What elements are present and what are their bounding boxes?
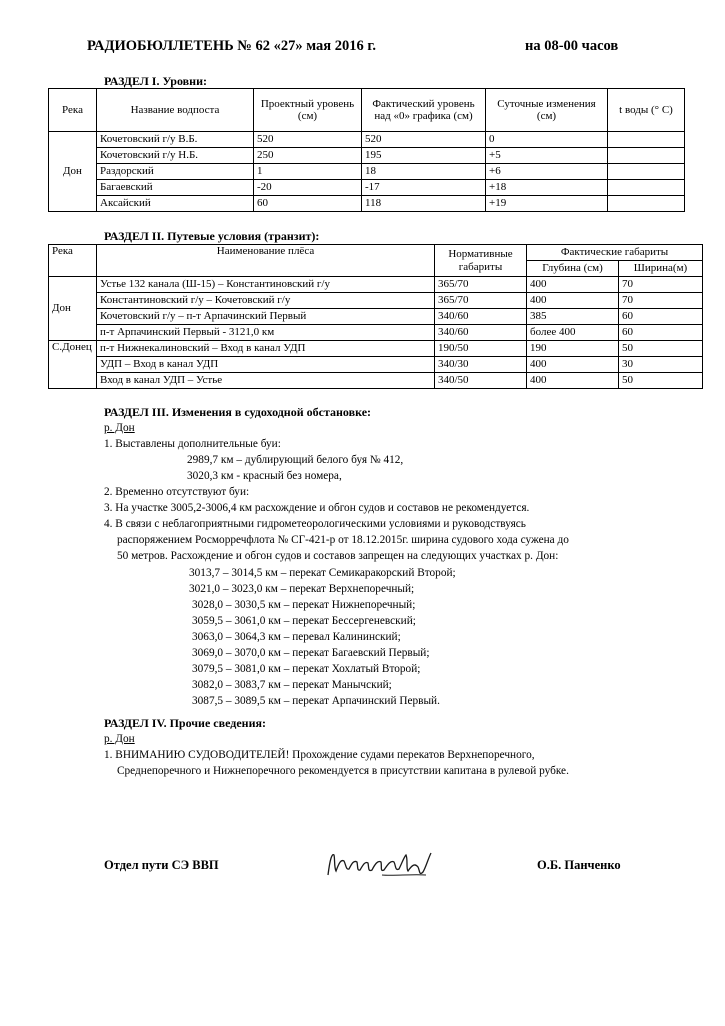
bulletin-title: РАДИОБЮЛЛЕТЕНЬ № 62 «27» мая 2016 г. — [87, 38, 376, 54]
section4-line1: 1. ВНИМАНИЮ СУДОВОДИТЕЛЕЙ! Прохождение судами перекатов Верхнепоречного, — [104, 749, 535, 761]
area-line: 3021,0 – 3023,0 км – перекат Верхнепоречный; — [189, 583, 415, 595]
cell-reach: п-т Нижнекалиновский – Вход в канал УДП — [97, 341, 435, 357]
cell-post: Багаевский — [97, 180, 254, 196]
section3-river-label: р. Дон — [104, 422, 135, 434]
section3-item4a: 4. В связи с неблагоприятными гидрометеорологическими условиями и руководствуясь — [104, 518, 526, 530]
levels-header-river: Река — [49, 89, 97, 132]
table-row — [49, 309, 703, 325]
section3-item1: 1. Выставлены дополнительные буи: — [104, 438, 281, 450]
cell-design: 520 — [254, 132, 362, 148]
cell-reach: УДП – Вход в канал УДП — [97, 357, 435, 373]
transit-river-donets: С.Донец — [49, 341, 97, 389]
cell-norm: 190/50 — [435, 341, 527, 357]
section3-item4c: 50 метров. Расхождение и обгон судов и составов запрещен на следующих участках р. Дон: — [117, 550, 559, 562]
cell-actual: 195 — [362, 148, 486, 164]
section3-item4b: распоряжением Росморречфлота № СГ-421-р от 18.12.2015г. ширина судового хода сужена до — [117, 534, 569, 546]
levels-river-don: Дон — [49, 132, 97, 212]
department-label: Отдел пути СЭ ВВП — [104, 858, 219, 872]
table-row — [49, 132, 685, 148]
area-line: 3013,7 – 3014,5 км – перекат Семикаракорский Второй; — [189, 567, 456, 579]
cell-depth: 190 — [527, 341, 619, 357]
table-row — [49, 293, 703, 309]
cell-temp — [608, 196, 685, 212]
cell-post: Аксайский — [97, 196, 254, 212]
cell-width: 60 — [619, 309, 703, 325]
cell-temp — [608, 148, 685, 164]
cell-reach: Константиновский г/у – Кочетовский г/у — [97, 293, 435, 309]
section1-title: РАЗДЕЛ I. Уровни: — [104, 74, 207, 88]
section3-item2: 2. Временно отсутствуют буи: — [104, 486, 250, 498]
levels-table — [48, 88, 685, 212]
section3-river — [104, 420, 135, 436]
cell-post: Кочетовский г/у Н.Б. — [97, 148, 254, 164]
signature-image — [322, 845, 442, 883]
transit-header-row — [49, 245, 703, 261]
cell-design: 1 — [254, 164, 362, 180]
cell-design: 60 — [254, 196, 362, 212]
levels-header-temp: t воды (° С) — [608, 89, 685, 132]
cell-actual: 520 — [362, 132, 486, 148]
cell-post: Кочетовский г/у В.Б. — [97, 132, 254, 148]
levels-header-design: Проектный уровень (см) — [254, 89, 362, 132]
cell-temp — [608, 164, 685, 180]
table-row — [49, 357, 703, 373]
cell-change: +6 — [486, 164, 608, 180]
cell-reach: п-т Арпачинский Первый - 3121,0 км — [97, 325, 435, 341]
cell-width: 70 — [619, 293, 703, 309]
area-line: 3082,0 – 3083,7 км – перекат Манычский; — [192, 679, 392, 691]
section3-item1b: 3020,3 км - красный без номера, — [187, 470, 342, 482]
section3-block — [104, 404, 371, 420]
cell-norm: 365/70 — [435, 293, 527, 309]
cell-depth: 385 — [527, 309, 619, 325]
section4-title: РАЗДЕЛ IV. Прочие сведения: — [104, 716, 266, 730]
cell-actual: -17 — [362, 180, 486, 196]
section4-river-label: р. Дон — [104, 733, 135, 745]
table-row — [49, 373, 703, 389]
cell-reach: Устье 132 канала (Ш-15) – Константиновский г/у — [97, 277, 435, 293]
cell-actual: 18 — [362, 164, 486, 180]
levels-header-row — [49, 89, 685, 132]
transit-header-width: Ширина(м) — [619, 261, 703, 277]
cell-width: 30 — [619, 357, 703, 373]
cell-norm: 365/70 — [435, 277, 527, 293]
transit-table — [48, 244, 703, 389]
cell-depth: 400 — [527, 277, 619, 293]
cell-depth: 400 — [527, 293, 619, 309]
cell-reach: Вход в канал УДП – Устье — [97, 373, 435, 389]
table-row — [49, 148, 685, 164]
section2-title: РАЗДЕЛ II. Путевые условия (транзит): — [104, 229, 320, 243]
cell-temp — [608, 180, 685, 196]
section3-title: РАЗДЕЛ III. Изменения в судоходной обстановке: — [104, 405, 372, 419]
cell-actual: 118 — [362, 196, 486, 212]
cell-depth: 400 — [527, 357, 619, 373]
cell-temp — [608, 132, 685, 148]
cell-norm: 340/50 — [435, 373, 527, 389]
section4-river — [104, 731, 135, 747]
cell-change: +19 — [486, 196, 608, 212]
cell-design: 250 — [254, 148, 362, 164]
section3-item1a: 2989,7 км – дублирующий белого буя № 412, — [187, 454, 404, 466]
area-line: 3028,0 – 3030,5 км – перекат Нижнепоречный; — [192, 599, 416, 611]
area-line: 3087,5 – 3089,5 км – перекат Арпачинский Первый. — [192, 695, 440, 707]
area-line: 3079,5 – 3081,0 км – перекат Хохлатый Второй; — [192, 663, 421, 675]
transit-header-river: Река — [49, 245, 97, 277]
cell-width: 50 — [619, 341, 703, 357]
table-row — [49, 164, 685, 180]
transit-header-actual: Фактические габариты — [527, 245, 703, 261]
cell-reach: Кочетовский г/у – п-т Арпачинский Первый — [97, 309, 435, 325]
cell-norm: 340/60 — [435, 309, 527, 325]
table-row — [49, 325, 703, 341]
cell-depth: более 400 — [527, 325, 619, 341]
area-line: 3069,0 – 3070,0 км – перекат Багаевский Первый; — [192, 647, 430, 659]
cell-post: Раздорский — [97, 164, 254, 180]
transit-river-don: Дон — [49, 277, 97, 341]
bulletin-time: на 08-00 часов — [525, 38, 619, 54]
cell-norm: 340/60 — [435, 325, 527, 341]
table-row — [49, 180, 685, 196]
section4-line2: Среднепоречного и Нижнепоречного рекомендуется в присутствии капитана в рулевой рубке. — [117, 765, 569, 777]
table-row — [49, 196, 685, 212]
levels-header-daily: Суточные изменения (см) — [486, 89, 608, 132]
levels-header-post: Название водпоста — [97, 89, 254, 132]
transit-header-depth: Глубина (см) — [527, 261, 619, 277]
area-line: 3063,0 – 3064,3 км – перевал Калининский; — [192, 631, 401, 643]
signer-name: О.Б. Панченко — [537, 858, 621, 872]
cell-change: 0 — [486, 132, 608, 148]
cell-change: +5 — [486, 148, 608, 164]
transit-header-norm: Нормативные габариты — [435, 245, 527, 277]
table-row — [49, 341, 703, 357]
cell-width: 70 — [619, 277, 703, 293]
cell-design: -20 — [254, 180, 362, 196]
levels-header-actual: Фактический уровень над «0» графика (см) — [362, 89, 486, 132]
cell-norm: 340/30 — [435, 357, 527, 373]
area-line: 3059,5 – 3061,0 км – перекат Бессергеневский; — [192, 615, 416, 627]
section3-item3: 3. На участке 3005,2-3006,4 км расхождение и обгон судов и составов не рекомендуется. — [104, 502, 530, 514]
table-row — [49, 277, 703, 293]
cell-width: 60 — [619, 325, 703, 341]
cell-depth: 400 — [527, 373, 619, 389]
cell-change: +18 — [486, 180, 608, 196]
cell-width: 50 — [619, 373, 703, 389]
transit-header-reach: Наименование плёса — [97, 245, 435, 277]
